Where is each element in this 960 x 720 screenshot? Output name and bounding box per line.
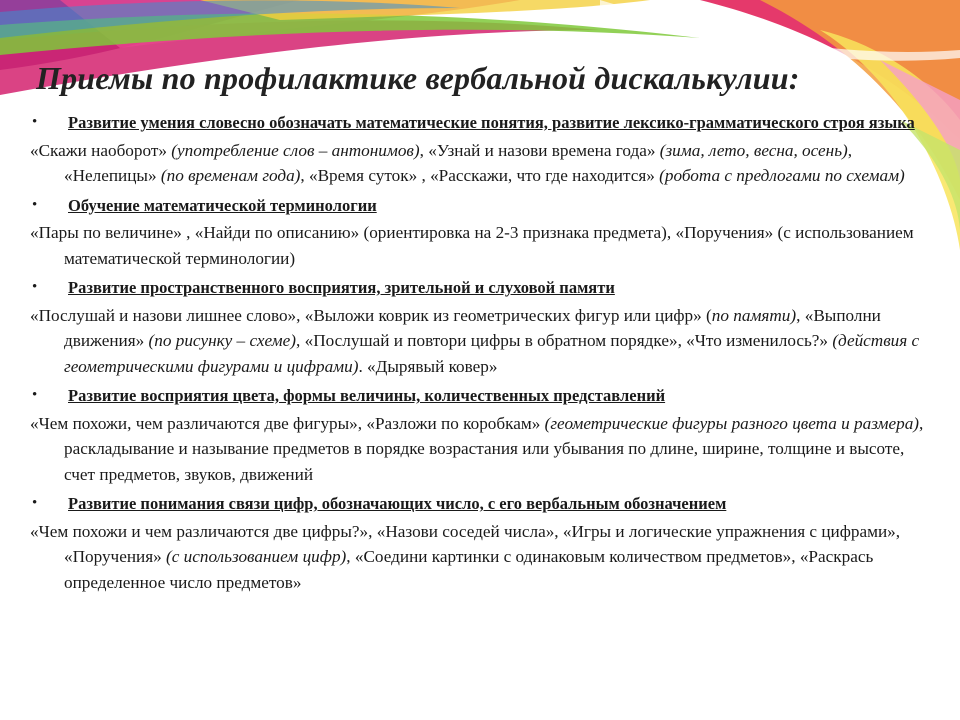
section-heading: Развитие пространственного восприятия, зрительной и слуховой памяти [68,278,615,297]
section-heading-row [30,383,930,409]
section-heading-row [30,491,930,517]
section-heading-row [30,193,930,219]
body-text: «Послушай и назови лишнее слово», «Выложи коврик из геометрических фигур или цифр» ( [30,305,712,325]
section-body [30,138,930,189]
section-heading: Развитие понимания связи цифр, обозначающих число, с его вербальным обозначением [68,494,727,513]
italic-note: (зима, лето, весна, осень) [659,140,848,160]
italic-note: (с использованием цифр) [166,547,347,566]
italic-note: (геометрические фигуры разного цвета и размера) [544,413,920,433]
section-body [30,411,930,488]
section-heading: Обучение математической терминологии [68,195,377,215]
section-body [30,519,930,596]
body-text: , «Выполни движения» [64,305,881,350]
section-heading: Развитие умения словесно обозначать математические понятия, развитие лексико-грамматического строя языка [68,113,915,132]
italic-note: по памяти) [711,305,797,325]
italic-note: (действия с геометрическими фигурами и цифрами) [64,331,920,376]
body-text: «Скажи наоборот» [30,140,172,160]
italic-note: (робота с предлогами по схемам) [659,166,905,185]
body-text: , раскладывание и называние предметов в порядке возрастания или убывания по длине, ширине, толщине и высоте, счет предметов, звуков, движений [64,413,924,484]
body-text: , «Послушай и повтори цифры в обратном порядке», «Что изменилось?» [296,331,833,350]
body-text: , «Нелепицы» [64,140,853,185]
bullet-icon: • [32,196,38,213]
section-heading-row [30,110,930,136]
italic-note: (употребление слов – антонимов) [171,140,420,160]
body-text: , «Узнай и назови времена года» [419,140,660,160]
bullet-icon: • [32,114,38,130]
section-heading: Развитие восприятия цвета, формы величины, количественных представлений [68,386,666,405]
bullet-icon: • [32,279,38,295]
bullet-icon: • [32,495,38,511]
slide-title: Приемы по профилактике вербальной дискалькулии: [36,60,800,96]
body-text: . «Дырявый ковер» [358,356,498,376]
body-text: «Пары по величине» , «Найди по описанию» (ориентировка на 2-3 признака предмета), «Поручения» (с использованием математической терминологии) [30,223,914,268]
body-text: , «Соедини картинки с одинаковым количеством предметов», «Раскрась определенное число предметов» [64,547,874,592]
section-body [30,220,930,271]
section-heading-row [30,275,930,301]
body-text: «Чем похожи и чем различаются две цифры?», «Назови соседей числа», «Игры и логические упражнения с цифрами», «Поручения» [30,521,901,566]
italic-note: (по временам года) [160,166,301,185]
slide-content [30,110,930,599]
section-body [30,303,930,380]
body-text: «Чем похожи, чем различаются две фигуры», «Разложи по коробкам» [30,413,545,433]
bullet-icon: • [32,387,38,403]
italic-note: (по рисунку – схеме) [148,331,297,350]
body-text: , «Время суток» , «Расскажи, что где находится» [300,166,660,185]
